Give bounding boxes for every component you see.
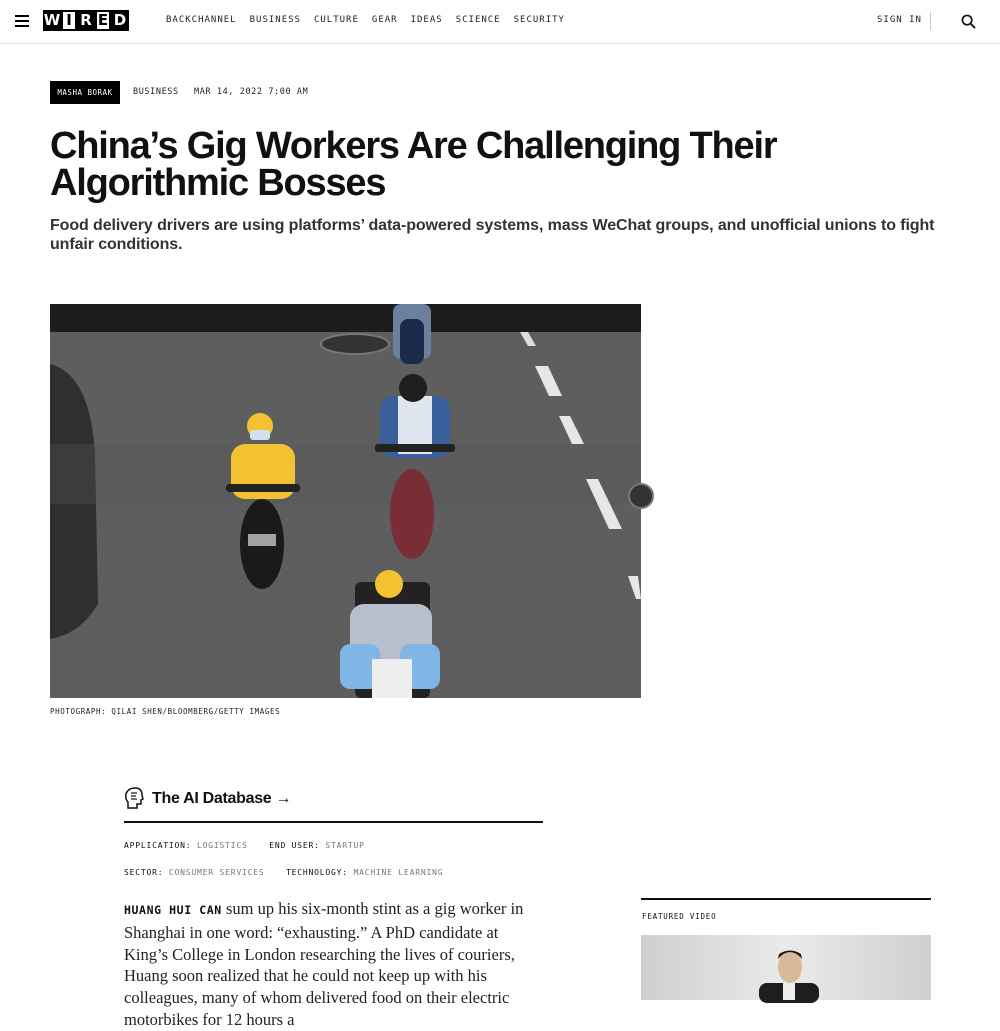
header-divider xyxy=(930,12,931,30)
nav-item-science[interactable]: SCIENCE xyxy=(455,15,501,25)
photo-credit: PHOTOGRAPH: QILAI SHEN/BLOOMBERG/GETTY IMAGES xyxy=(50,707,281,716)
article-body xyxy=(124,898,544,1031)
nav-item-culture[interactable]: CULTURE xyxy=(313,15,359,25)
article-dek: Food delivery drivers are using platforms’ data-powered systems, mass WeChat groups, and unofficial unions to fight unfair conditions. xyxy=(50,217,935,253)
sector-value[interactable]: CONSUMER SERVICES xyxy=(168,868,265,877)
application-value[interactable]: LOGISTICS xyxy=(197,841,248,850)
site-header xyxy=(0,0,1000,44)
ai-head-icon xyxy=(124,787,144,811)
featured-video-thumbnail[interactable] xyxy=(641,935,931,1000)
menu-icon[interactable] xyxy=(15,15,29,27)
ai-tags-row-1 xyxy=(124,841,381,850)
search-icon[interactable] xyxy=(961,14,976,29)
section-link[interactable]: BUSINESS xyxy=(133,87,179,97)
nav-item-business[interactable]: BUSINESS xyxy=(249,15,301,25)
publish-date: MAR 14, 2022 7:00 AM xyxy=(194,87,309,97)
application-label: APPLICATION: xyxy=(124,841,192,850)
featured-video-label: FEATURED VIDEO xyxy=(642,912,717,921)
nav-item-ideas[interactable]: IDEAS xyxy=(410,15,443,25)
sector-label: SECTOR: xyxy=(124,868,164,877)
end-user-label: END USER: xyxy=(269,841,320,850)
featured-video-rule xyxy=(641,898,931,900)
ai-database-link[interactable]: The AI Database → xyxy=(152,790,292,807)
main-nav xyxy=(166,15,565,25)
nav-item-backchannel[interactable]: BACKCHANNEL xyxy=(166,15,237,25)
end-user-value[interactable]: STARTUP xyxy=(325,841,365,850)
wired-logo[interactable]: W I R E D xyxy=(43,10,129,31)
body-paragraph: sum up his six-month stint as a gig worker in Shanghai in one word: “exhausting.” A PhD candidate at King’s College in London researching the lives of couriers, Huang soon realized that he could not keep up with his colleagues, many of whom delivered food on their electric motorbikes for 12 hours a xyxy=(124,899,524,1029)
ai-database-header xyxy=(124,785,543,823)
technology-label: TECHNOLOGY: xyxy=(286,868,348,877)
ai-database-box xyxy=(124,785,543,823)
hero-photo xyxy=(50,304,641,698)
technology-value[interactable]: MACHINE LEARNING xyxy=(353,868,444,877)
sign-in-link[interactable]: SIGN IN xyxy=(877,15,922,25)
article-title: China’s Gig Workers Are Challenging Their Algorithmic Bosses xyxy=(50,125,777,204)
ai-tags-row-2 xyxy=(124,868,459,877)
nav-item-gear[interactable]: GEAR xyxy=(371,15,398,25)
nav-item-security[interactable]: SECURITY xyxy=(513,15,565,25)
body-lead-in: HUANG HUI CAN xyxy=(124,903,222,917)
author-badge[interactable]: MASHA BORAK xyxy=(50,81,120,104)
